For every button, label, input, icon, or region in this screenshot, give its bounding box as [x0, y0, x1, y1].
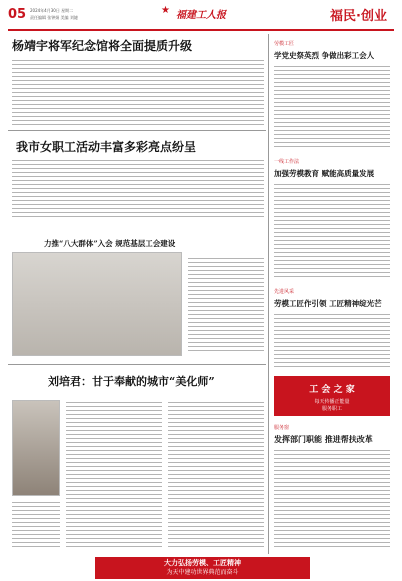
body-a4-col2 [66, 400, 162, 550]
body-a3 [188, 256, 264, 354]
headline-r3: 劳模工匠作引领 工匠精神绽光芒 [274, 299, 382, 308]
union-home-line1: 每天传播正能量 [314, 399, 350, 405]
tag-2: 一线工作法 [274, 159, 300, 165]
headline-r4: 发挥部门职能 推进帮扶改革 [274, 434, 373, 444]
divider [8, 130, 266, 131]
union-home-title: 工 会 之 家 [309, 385, 355, 395]
header-rule [8, 29, 394, 31]
tag-4: 服务窗 [274, 425, 290, 431]
headline-a3: 力推“八大群体”入会 规范基层工会建设 [44, 239, 176, 248]
page-number: 05 [8, 7, 27, 22]
body-r3 [274, 312, 390, 370]
body-a1 [12, 58, 264, 126]
date-line: 2024年4月30日 星期二 [30, 8, 74, 13]
footer-line1: 大力弘扬劳模、工匠精神 [164, 559, 241, 567]
headline-a4: 刘培君：甘于奉献的城市“美化师” [48, 375, 215, 388]
union-home-line2: 服务职工 [321, 406, 342, 412]
tag-1: 劳模工匠 [274, 41, 295, 47]
photo-portrait [12, 400, 60, 496]
body-a4-col1 [12, 500, 60, 550]
section-title: 福民·创业 [330, 9, 387, 24]
body-r1 [274, 64, 390, 148]
union-home-box [274, 376, 390, 416]
tag-3: 先进风采 [274, 289, 295, 295]
body-a4-col3 [168, 400, 264, 550]
emblem-icon: ★ [161, 5, 170, 16]
column-divider [268, 34, 269, 554]
photo-meeting [12, 252, 182, 356]
footer-line2: 为天中建功世界典范而奋斗 [166, 569, 239, 576]
editor-line: 责任编辑 张钟娟 美编 刘婕 [30, 15, 78, 20]
body-a2 [12, 158, 264, 220]
divider [8, 364, 266, 365]
body-r2 [274, 182, 390, 278]
headline-r1: 学党史祭英烈 争做出彩工会人 [274, 51, 375, 60]
headline-r2: 加强劳模教育 赋能高质量发展 [274, 169, 375, 178]
headline-a1: 杨靖宇将军纪念馆将全面提质升级 [12, 39, 193, 53]
footer-banner [95, 557, 310, 579]
masthead: 福建工人报 [176, 10, 226, 21]
headline-a2: 我市女职工活动丰富多彩亮点纷呈 [16, 140, 197, 154]
body-r4 [274, 448, 390, 550]
